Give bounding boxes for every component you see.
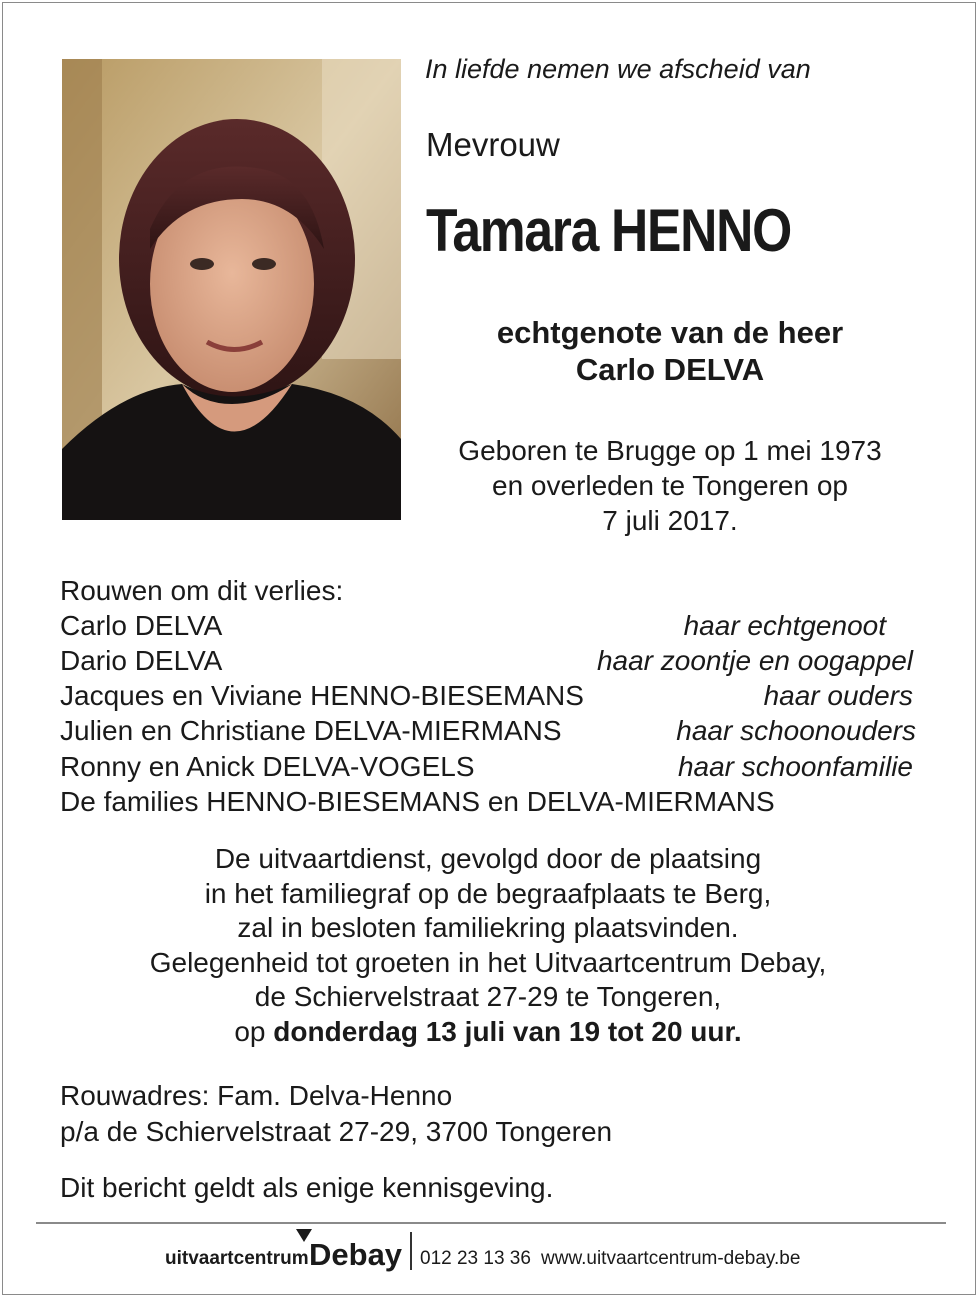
address-line-1: Rouwadres: Fam. Delva-Henno: [60, 1080, 453, 1111]
mourner-name: Carlo DELVA: [60, 610, 223, 641]
mourner-relation: haar schoonfamilie: [677, 751, 913, 782]
deceased-name: Tamara HENNO: [426, 197, 791, 264]
mourner-row: [60, 786, 916, 821]
mourner-row: [60, 610, 916, 645]
honorific: Mevrouw: [426, 126, 560, 163]
ceremony-date: donderdag 13 juli van 19 tot 20 uur.: [273, 1015, 742, 1047]
ceremony-line-3: zal in besloten familiekring plaatsvinden.: [237, 912, 739, 943]
ceremony-line-2: in het familiegraf op de begraafplaats te Berg,: [204, 877, 772, 909]
mourner-relation: haar zoontje en oogappel: [596, 645, 913, 676]
ceremony-date-prefix: op: [234, 1015, 274, 1047]
spouse-line-2: Carlo DELVA: [575, 352, 765, 387]
mourner-name: De families HENNO-BIESEMANS en DELVA-MIERMANS: [60, 786, 775, 817]
mourner-name: Dario DELVA: [60, 645, 223, 676]
footer-separator: [410, 1232, 412, 1270]
mourner-row: [60, 680, 916, 715]
footer-divider: [36, 1222, 946, 1224]
brand-logo-text: Debay: [309, 1237, 403, 1272]
birth-line-2: en overleden te Tongeren op: [492, 470, 848, 501]
mourning-address: [60, 1078, 612, 1150]
spouse-block: [425, 314, 915, 388]
mourners-heading: Rouwen om dit verlies:: [60, 575, 344, 606]
mourner-name: Ronny en Anick DELVA-VOGELS: [60, 751, 475, 782]
ceremony-line-4: Gelegenheid tot groeten in het Uitvaartcentrum Debay,: [149, 946, 827, 978]
phone-number: 012 23 13 36: [420, 1248, 531, 1269]
ceremony-line-1: De uitvaartdienst, gevolgd door de plaatsing: [214, 843, 762, 874]
mourner-relation: haar echtgenoot: [683, 610, 886, 641]
website-link[interactable]: www.uitvaartcentrum-debay.be: [541, 1248, 801, 1269]
portrait-photo: [62, 59, 401, 520]
birth-line-3: 7 juli 2017.: [602, 505, 738, 536]
ceremony-line-5: de Schiervelstraat 27-29 te Tongeren,: [254, 981, 722, 1012]
mourner-name: Jacques en Viviane HENNO-BIESEMANS: [60, 680, 584, 711]
birth-line-1: Geboren te Brugge op 1 mei 1973: [458, 435, 882, 466]
ceremony-block: [60, 842, 916, 1049]
mourner-row: [60, 715, 916, 750]
mourner-row: [60, 645, 916, 680]
brand-label: uitvaartcentrum: [165, 1248, 309, 1269]
intro-text: In liefde nemen we afscheid van: [425, 54, 811, 84]
mourner-relation: haar ouders: [763, 680, 913, 711]
notice-text: Dit bericht geldt als enige kennisgeving.: [60, 1172, 554, 1203]
address-line-2: p/a de Schiervelstraat 27-29, 3700 Tongeren: [60, 1116, 613, 1147]
mourner-relation: haar schoonouders: [676, 715, 916, 746]
birth-death-block: [425, 433, 915, 538]
mourner-row: [60, 751, 916, 786]
mourner-name: Julien en Christiane DELVA-MIERMANS: [60, 715, 562, 746]
spouse-line-1: echtgenote van de heer: [496, 315, 844, 350]
ceremony-line-6: [60, 1015, 916, 1050]
